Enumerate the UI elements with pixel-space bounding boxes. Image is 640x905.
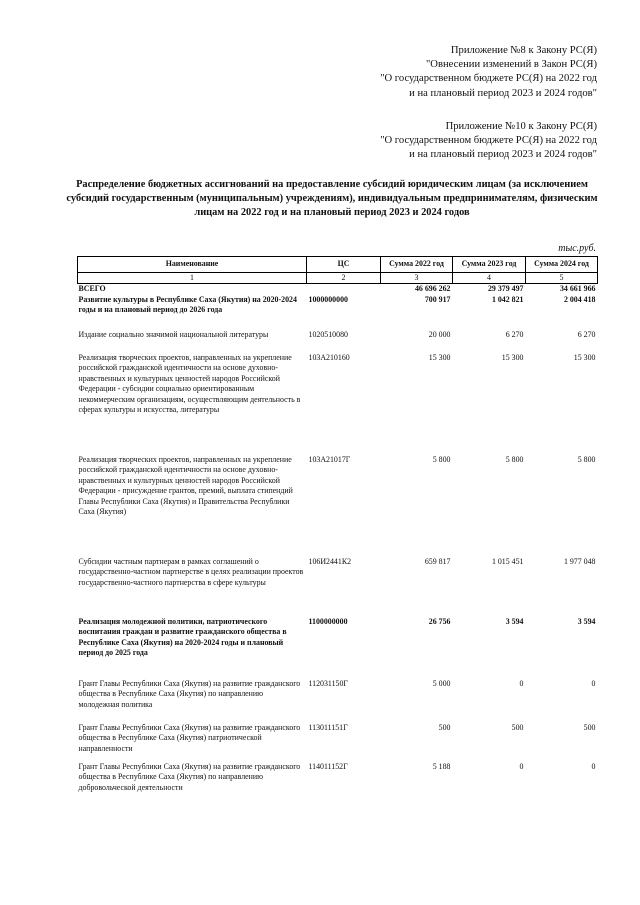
- row-cs: 1100000000: [308, 616, 348, 626]
- header-line: "О государственном бюджете РС(Я) на 2022 год: [380, 135, 597, 147]
- row-sum-2023: 6 270: [505, 329, 524, 339]
- row-name: Реализация молодежной политики, патриотического воспитания граждан и развитие гражданского общества в Республике Саха (Якутия) на 2020-2024 годы и плановый период до 2025 года: [78, 616, 287, 658]
- table-row: [78, 353, 598, 455]
- appendix-8-header: [380, 44, 597, 101]
- table-row: [78, 455, 598, 557]
- row-sum-2024: 0: [591, 761, 596, 771]
- row-name: Грант Главы Республики Саха (Якутия) на развитие гражданского общества в Республике Саха (Якутия) патриотической направленности: [78, 722, 301, 753]
- col-number: 5: [526, 273, 598, 284]
- header-name: Наименование: [78, 257, 307, 273]
- row-sum-2022: 20 000: [428, 329, 451, 339]
- header-sum-2022: Сумма 2022 год: [381, 257, 453, 273]
- row-sum-2024: 15 300: [573, 352, 596, 362]
- row-sum-2022: 500: [438, 722, 451, 732]
- row-cs: 1000000000: [308, 294, 348, 304]
- table-row: [78, 557, 598, 617]
- row-sum-2023: 5 800: [505, 454, 524, 464]
- row-sum-2024: 1 977 048: [563, 556, 596, 566]
- table-row: [78, 679, 598, 723]
- row-cs: 1020510080: [308, 329, 348, 339]
- col-number: 2: [307, 273, 381, 284]
- table-row: [78, 723, 598, 762]
- row-sum-2023: 1 042 821: [491, 294, 524, 304]
- row-name: Реализация творческих проектов, направленных на укрепление российской гражданской идентичности на основе духовно-нравственных и культурных ценностей народов Российской Федерации - присуждение грантов, премий, выплата стипендий Главы Республики Саха (Якутия) и Правительства Республики Саха (Якутия): [78, 454, 293, 516]
- row-sum-2024: 6 270: [577, 329, 596, 339]
- row-sum-2024: 3 594: [577, 616, 596, 626]
- table-row: [78, 284, 598, 295]
- header-sum-2024: Сумма 2024 год: [526, 257, 598, 273]
- row-cs: [307, 284, 381, 295]
- table-row: [78, 330, 598, 353]
- row-sum-2022: 659 817: [424, 556, 451, 566]
- header-line: Приложение №8 к Закону РС(Я): [450, 45, 597, 56]
- row-cs: 112031150Г: [308, 678, 348, 688]
- row-cs: 103А21017Г: [308, 454, 351, 464]
- row-sum-2023: 500: [511, 722, 524, 732]
- row-sum-2022: 700 917: [424, 294, 451, 304]
- col-number: 1: [78, 273, 307, 284]
- table-row: [78, 762, 598, 798]
- row-sum-2022: 26 756: [428, 616, 451, 626]
- row-cs: 113011151Г: [308, 722, 348, 732]
- row-sum-2023: 15 300: [501, 352, 524, 362]
- row-sum-2024: 500: [583, 722, 596, 732]
- row-sum-2023: 29 379 497: [487, 284, 524, 294]
- row-name: Реализация творческих проектов, направленных на укрепление российской гражданской идентичности на основе духовно-нравственных и культурных ценностей народов Российской Федерации - субсидии социально ориентированным некоммерческим организациям, осуществляющим деятельность в сферах культуры и искусства, литературы: [78, 352, 301, 414]
- appendix-10-header: [380, 120, 597, 163]
- row-name: Грант Главы Республики Саха (Якутия) на развитие гражданского общества в Республике Саха (Якутия) по направлению добровольческой деятельности: [78, 761, 301, 792]
- row-name: Субсидии частным партнерам в рамках соглашений о государственно-частном партнерстве в целях реализации проектов государственно-частного партнерства в сфере культуры: [78, 556, 304, 587]
- row-sum-2022: 46 696 262: [414, 284, 451, 294]
- header-line: "О государственном бюджете РС(Я) на 2022 год: [380, 73, 597, 85]
- row-sum-2022: 5 800: [432, 454, 451, 464]
- table-body: [78, 284, 598, 798]
- row-sum-2023: 1 015 451: [491, 556, 524, 566]
- header-sum-2023: Сумма 2023 год: [453, 257, 526, 273]
- row-name: Грант Главы Республики Саха (Якутия) на развитие гражданского общества в Республике Саха (Якутия) по направлению молодежная политика: [78, 678, 301, 709]
- table-header-row: [78, 257, 598, 273]
- row-cs: 114011152Г: [308, 761, 348, 771]
- row-sum-2024: 2 004 418: [563, 294, 596, 304]
- row-sum-2024: 5 800: [577, 454, 596, 464]
- allocation-table: [77, 256, 598, 798]
- col-number: 3: [381, 273, 453, 284]
- row-sum-2024: 0: [591, 678, 596, 688]
- table-row: [78, 617, 598, 679]
- header-line: и на плановый период 2023 и 2024 годов": [409, 149, 597, 161]
- row-sum-2024: 34 661 966: [559, 284, 596, 294]
- row-sum-2023: 0: [519, 761, 524, 771]
- row-sum-2023: 3 594: [505, 616, 524, 626]
- row-cs: 103А210160: [308, 352, 350, 362]
- row-cs: 106И2441К2: [308, 556, 352, 566]
- row-sum-2022: 5 000: [432, 678, 451, 688]
- row-name: ВСЕГО: [78, 284, 106, 294]
- table-row: [78, 295, 598, 330]
- header-line: и на плановый период 2023 и 2024 годов": [409, 87, 597, 99]
- document-title: Распределение бюджетных ассигнований на предоставление субсидий юридическим лицам (за исключением субсидий государственным (муниципальным) учреждениям), индивидуальным предпринимателям, физическим лицам на 2022 год и на плановый период 2023 и 2024 годов: [66, 179, 598, 218]
- row-sum-2023: 0: [519, 678, 524, 688]
- header-cs: ЦС: [307, 257, 381, 273]
- row-name: Развитие культуры в Республике Саха (Якутия) на 2020-2024 годы и на плановый период до 2026 года: [78, 294, 297, 315]
- column-number-row: [78, 273, 598, 284]
- row-sum-2022: 5 188: [432, 761, 451, 771]
- col-number: 4: [453, 273, 526, 284]
- row-sum-2022: 15 300: [428, 352, 451, 362]
- header-line: "Овнесении изменений в Закон РС(Я): [425, 59, 597, 71]
- row-name: Издание социально значимой национальной литературы: [78, 329, 269, 339]
- units-label: тыс.руб.: [558, 243, 596, 254]
- header-line: Приложение №10 к Закону РС(Я): [445, 121, 597, 132]
